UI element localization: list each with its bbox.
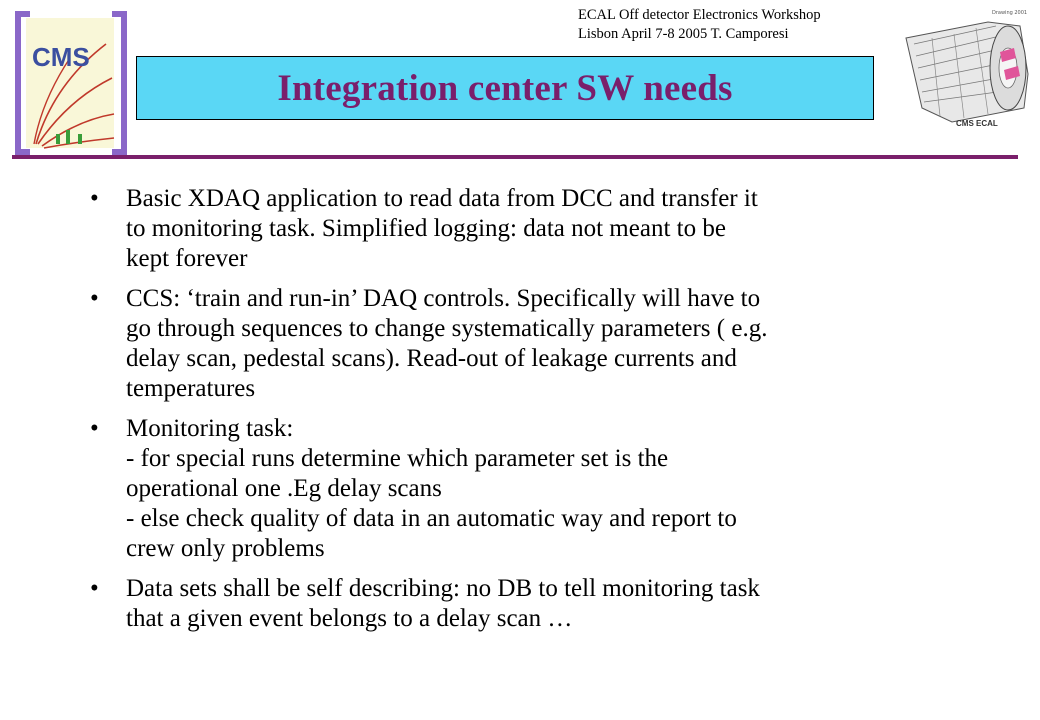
bullet-line: go through sequences to change systematically parameters ( e.g.	[126, 315, 768, 342]
bullet-line: CCS: ‘train and run-in’ DAQ controls. Specifically will have to	[126, 285, 761, 312]
bullet-line: kept forever	[126, 245, 248, 272]
cms-logo	[8, 4, 132, 162]
bullet-item-datasets	[0, 574, 1040, 634]
bullet-line: Monitoring task:	[126, 415, 294, 442]
bullet-line: to monitoring task. Simplified logging: data not meant to be	[126, 215, 726, 242]
bullet-list	[0, 184, 1040, 644]
bullet-line: that a given event belongs to a delay scan …	[126, 605, 573, 632]
header-info	[578, 6, 908, 44]
bullet-line: crew only problems	[126, 535, 325, 562]
header-rule	[12, 155, 1018, 159]
bullet-item-monitoring	[0, 414, 1040, 564]
workshop-line: ECAL Off detector Electronics Workshop	[578, 7, 821, 23]
bullet-symbol: •	[90, 285, 99, 312]
ecal-caption: Drawing 2001	[992, 10, 1028, 16]
bullet-line: delay scan, pedestal scans). Read-out of leakage currents and	[126, 345, 737, 372]
bullet-line: operational one .Eg delay scans	[126, 475, 442, 502]
ecal-label: CMS ECAL	[956, 119, 998, 128]
bullet-symbol: •	[90, 575, 99, 602]
bullet-line: temperatures	[126, 375, 256, 402]
bullet-symbol: •	[90, 415, 99, 442]
bullet-item-ccs	[0, 284, 1040, 404]
bullet-line: - for special runs determine which parameter set is the	[126, 445, 669, 472]
title-box	[136, 56, 874, 120]
bullet-symbol: •	[90, 185, 99, 212]
bullet-line: Data sets shall be self describing: no DB to tell monitoring task	[126, 575, 760, 602]
slide-title: Integration center SW needs	[277, 67, 733, 109]
bullet-line: Basic XDAQ application to read data from DCC and transfer it	[126, 185, 758, 212]
bullet-line: - else check quality of data in an automatic way and report to	[126, 505, 737, 532]
cms-logo-text: CMS	[32, 42, 90, 72]
ecal-drawing	[892, 4, 1038, 130]
bullet-item-xdaq	[0, 184, 1040, 274]
location-line: Lisbon April 7-8 2005 T. Camporesi	[578, 26, 789, 42]
